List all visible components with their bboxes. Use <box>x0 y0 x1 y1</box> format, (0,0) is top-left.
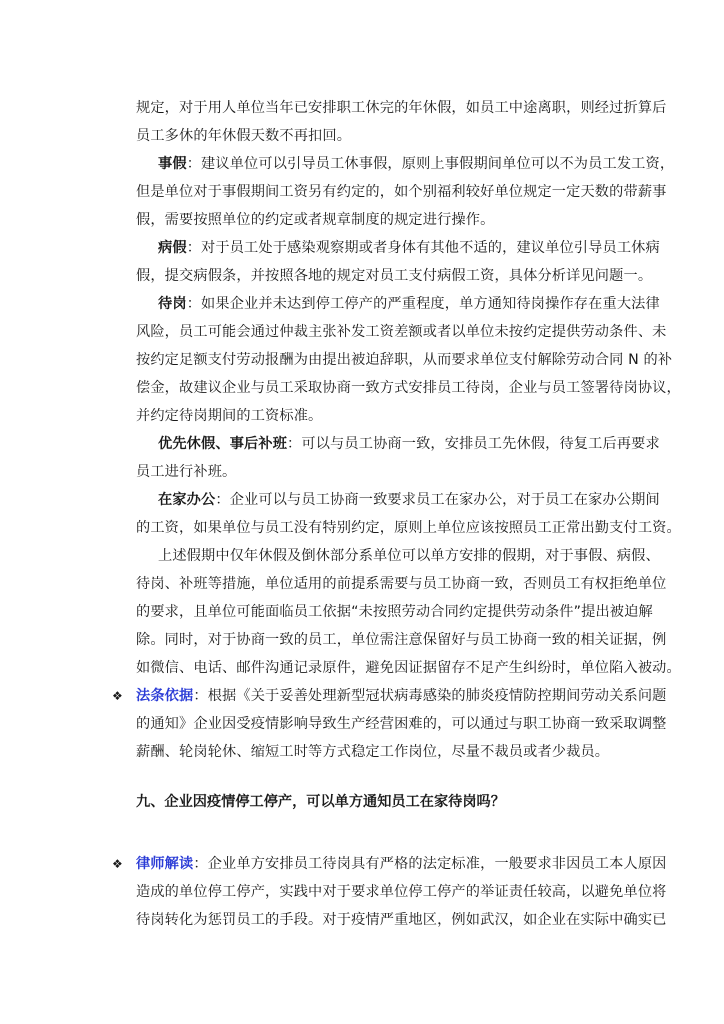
paragraph-work-from-home <box>136 486 681 542</box>
text-line: 并约定待岗期间的工资标准。 <box>136 408 323 424</box>
term-work-from-home: 在家办公 <box>158 492 216 508</box>
text-line: 薪酬、轮岗轮休、缩短工时等方式稳定工作岗位，尽量不裁员或者少裁员。 <box>136 744 610 760</box>
text-line: 员工进行补班。 <box>136 464 237 480</box>
paragraph-sick-leave <box>136 234 660 290</box>
text-line: 假，提交病假条，并按照各地的规定对员工支付病假工资，具体分析详见问题一。 <box>136 268 653 284</box>
term-legal-basis: 法条依据 <box>136 688 194 704</box>
paragraph-legal-basis <box>136 682 667 766</box>
text-line: ：对于员工处于感染观察期或者身体有其他不适的，建议单位引导员工休病 <box>186 240 660 256</box>
text-line: 员工多休的年休假天数不再扣回。 <box>136 128 352 144</box>
text-line: 造成的单位停工停产，实践中对于要求单位停工停产的举证责任较高，以避免单位将 <box>136 884 667 900</box>
text-line: 规定，对于用人单位当年已安排职工休完的年休假，如员工中途离职，则经过折算后 <box>136 100 667 116</box>
term-standby: 待岗 <box>158 296 187 312</box>
text-line: 待岗转化为惩罚员工的手段。对于疫情严重地区，例如武汉，如企业在实际中确实已 <box>136 912 667 928</box>
term-leave-first: 优先休假、事后补班 <box>158 436 288 452</box>
text-line: 如微信、电话、邮件沟通记录原件，避免因证据留存不足产生纠纷时，单位陷入被动。 <box>136 660 681 676</box>
paragraph-annual-leave <box>136 94 667 150</box>
term-lawyer-comment: 律师解读 <box>136 856 194 872</box>
text-line: 的要求，且单位可能面临员工依据“未按照劳动合同约定提供劳动条件”提出被迫解 <box>136 604 653 620</box>
paragraph-standby <box>136 290 681 430</box>
text-line: ：建议单位可以引导员工休事假，原则上事假期间单位可以不为员工发工资， <box>186 156 675 172</box>
diamond-bullet-icon: ❖ <box>112 857 123 871</box>
text-line: ：企业可以与员工协商一致要求员工在家办公，对于员工在家办公期间 <box>215 492 660 508</box>
text-line: 上述假期中仅年休假及倒休部分系单位可以单方安排的假期，对于事假、病假、 <box>158 548 660 564</box>
text-line: ：如果企业并未达到停工停产的严重程度，单方通知待岗操作存在重大法律 <box>186 296 660 312</box>
paragraph-personal-leave <box>136 150 675 234</box>
text-line: ：根据《关于妥善处理新型冠状病毒感染的肺炎疫情防控期间劳动关系问题 <box>193 688 667 704</box>
text-line: ：可以与员工协商一致，安排员工先休假，待复工后再要求 <box>287 436 660 452</box>
text-line: 风险，员工可能会通过仲裁主张补发工资差额或者以单位未按约定提供劳动条件、未 <box>136 324 667 340</box>
text-line: 待岗、补班等措施，单位适用的前提系需要与员工协商一致，否则员工有权拒绝单位 <box>136 576 667 592</box>
text-line: 偿金，故建议企业与员工采取协商一致方式安排员工待岗，企业与员工签署待岗协议， <box>136 380 681 396</box>
section-heading: 九、企业因疫情停工停产，可以单方通知员工在家待岗吗？ <box>136 794 505 810</box>
text-line: 但是单位对于事假期间工资另有约定的，如个别福利较好单位规定一定天数的带薪事 <box>136 184 667 200</box>
paragraph-leave-first <box>136 430 660 486</box>
text-line: ：企业单方安排员工待岗具有严格的法定标准，一般要求非因员工本人原因 <box>193 856 667 872</box>
term-sick-leave: 病假 <box>158 240 187 256</box>
text-line: 的通知》企业因受疫情影响导致生产经营困难的，可以通过与职工协商一致采取调整 <box>136 716 667 732</box>
text-line: 除。同时，对于协商一致的员工，单位需注意保留好与员工协商一致的相关证据，例 <box>136 632 667 648</box>
text-line: 的工资，如果单位与员工没有特别约定，原则上单位应该按照员工正常出勤支付工资。 <box>136 520 681 536</box>
text-line: 按约定足额支付劳动报酬为由提出被迫辞职，从而要求单位支付解除劳动合同 N 的补 <box>136 352 673 368</box>
diamond-bullet-icon: ❖ <box>112 689 123 703</box>
paragraph-lawyer-comment <box>136 850 667 934</box>
text-line: 假，需要按照单位的约定或者规章制度的规定进行操作。 <box>136 212 495 228</box>
term-personal-leave: 事假 <box>158 156 187 172</box>
paragraph-summary <box>136 542 681 682</box>
